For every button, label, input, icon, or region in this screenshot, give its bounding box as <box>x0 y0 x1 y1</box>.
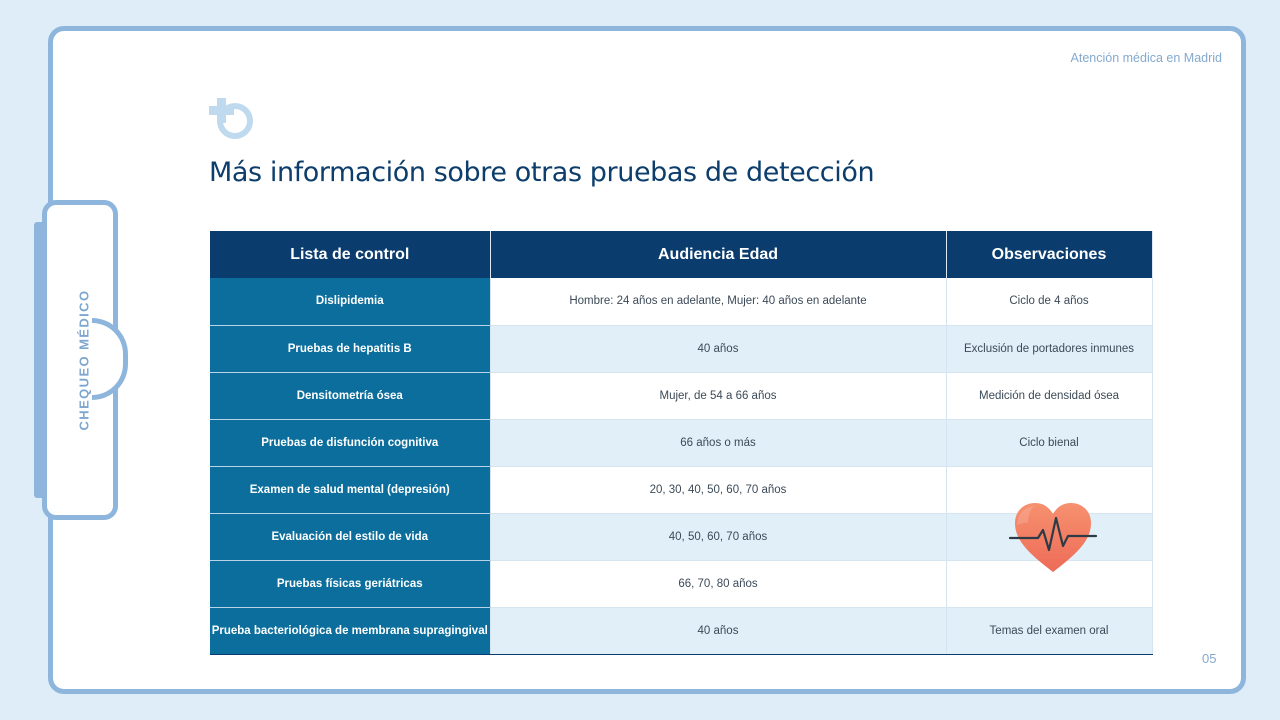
heart-pulse-icon <box>1008 498 1098 578</box>
cell-audience: 66, 70, 80 años <box>490 560 946 607</box>
table-row <box>210 325 1152 372</box>
cell-audience: 40, 50, 60, 70 años <box>490 513 946 560</box>
column-header-audience: Audiencia Edad <box>490 231 946 278</box>
cell-checklist: Densitometría ósea <box>210 372 490 419</box>
column-header-checklist: Lista de control <box>210 231 490 278</box>
cell-checklist: Pruebas de hepatitis B <box>210 325 490 372</box>
page-number: 05 <box>1202 651 1217 666</box>
cell-audience: 40 años <box>490 325 946 372</box>
page-title: Más información sobre otras pruebas de detección <box>209 157 875 188</box>
cell-checklist: Prueba bacteriológica de membrana supragingival <box>210 607 490 654</box>
cell-audience: 40 años <box>490 607 946 654</box>
cell-checklist: Pruebas físicas geriátricas <box>210 560 490 607</box>
table-row <box>210 278 1152 325</box>
cell-checklist: Dislipidemia <box>210 278 490 325</box>
cell-checklist: Evaluación del estilo de vida <box>210 513 490 560</box>
table-row <box>210 419 1152 466</box>
cell-audience: 66 años o más <box>490 419 946 466</box>
cell-audience: Mujer, de 54 a 66 años <box>490 372 946 419</box>
screening-table <box>210 231 1153 655</box>
medical-cross-logo-icon <box>208 96 256 142</box>
cell-notes: Exclusión de portadores inmunes <box>946 325 1152 372</box>
cell-checklist: Examen de salud mental (depresión) <box>210 466 490 513</box>
table-row <box>210 372 1152 419</box>
table-row <box>210 607 1152 654</box>
cell-notes: Temas del examen oral <box>946 607 1152 654</box>
cell-audience: 20, 30, 40, 50, 60, 70 años <box>490 466 946 513</box>
table-header-row <box>210 231 1152 278</box>
cell-checklist: Pruebas de disfunción cognitiva <box>210 419 490 466</box>
cell-notes: Ciclo de 4 años <box>946 278 1152 325</box>
header-note: Atención médica en Madrid <box>1070 51 1222 65</box>
cell-notes: Ciclo bienal <box>946 419 1152 466</box>
cell-audience: Hombre: 24 años en adelante, Mujer: 40 años en adelante <box>490 278 946 325</box>
column-header-notes: Observaciones <box>946 231 1152 278</box>
cell-notes: Medición de densidad ósea <box>946 372 1152 419</box>
tab-label: CHEQUEO MÉDICO <box>76 289 92 431</box>
